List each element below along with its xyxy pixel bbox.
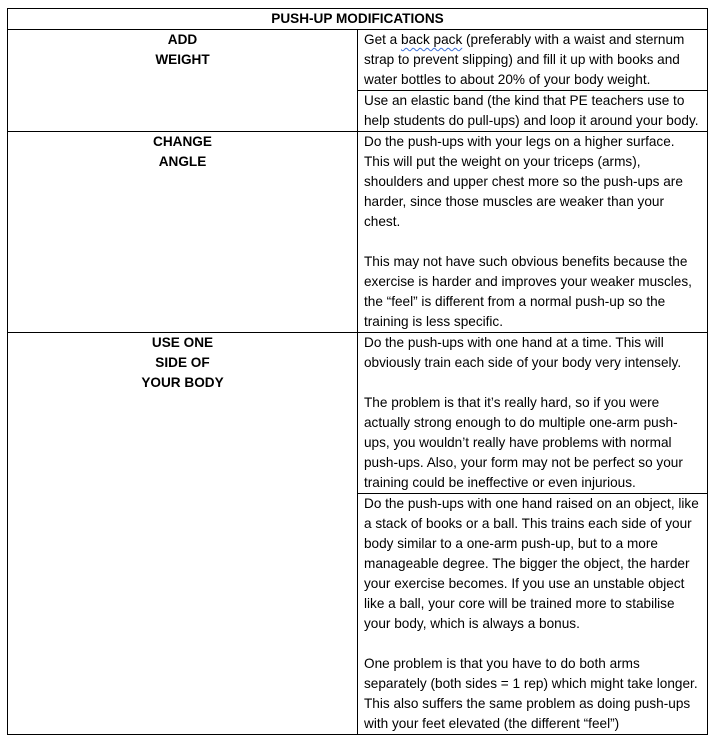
category-label-line: CHANGE <box>153 134 212 149</box>
category-label <box>8 333 358 735</box>
description-paragraph: Do the push-ups with your legs on a higher surface. This will put the weight on your triceps (arms), shoulders and upper chest more so the push-ups are harder, since those muscles are weaker than your chest. <box>364 134 683 229</box>
description-paragraph: The problem is that it’s really hard, so if you were actually strong enough to do multiple one-arm push-ups, you wouldn’t really have problems with normal push-ups. Also, your form may not be perfect so your training could be ineffective or even injurious. <box>364 395 683 490</box>
modification-description <box>358 132 708 333</box>
description-paragraph <box>364 30 701 90</box>
modification-description <box>358 494 708 735</box>
description-paragraph: One problem is that you have to do both arms separately (both sides = 1 rep) which might take longer. This also suffers the same problem as doing push-ups with your feet elevated (the different “feel”) <box>364 656 698 731</box>
table-row <box>8 132 708 333</box>
paragraph-text: (preferably with a waist and sternum strap to prevent slipping) and fill it up with books and water bottles to about 20% of your body weight. <box>364 32 685 87</box>
category-label-line: WEIGHT <box>155 52 210 67</box>
category-label-line: SIDE OF <box>155 355 210 370</box>
category-label <box>8 30 358 132</box>
description-paragraph: Use an elastic band (the kind that PE teachers use to help students do pull-ups) and loop it around your body. <box>364 93 699 128</box>
description-paragraph: Do the push-ups with one hand at a time. This will obviously train each side of your body very intensely. <box>364 335 682 370</box>
table-title: PUSH-UP MODIFICATIONS <box>8 9 708 30</box>
modification-description <box>358 91 708 132</box>
category-label-line: YOUR BODY <box>141 375 224 390</box>
spellcheck-marked-text: back pack <box>401 32 463 47</box>
category-label-line: ANGLE <box>158 154 207 169</box>
description-paragraph: This may not have such obvious benefits because the exercise is harder and improves your weaker muscles, the “feel” is different from a normal push-up so the training is less specific. <box>364 254 692 329</box>
paragraph-text: Get a <box>364 32 402 47</box>
category-label <box>8 132 358 333</box>
category-label-line: ADD <box>167 32 198 47</box>
modification-description <box>358 333 708 494</box>
table-row <box>8 30 708 91</box>
title-row <box>8 9 708 30</box>
push-up-modifications-table <box>7 8 708 735</box>
table-row <box>8 333 708 494</box>
description-paragraph: Do the push-ups with one hand raised on an object, like a stack of books or a ball. This trains each side of your body similar to a one-arm push-up, but to a more manageable degree. The bigger the object, the harder your exercise becomes. If you use an unstable object like a ball, your core will be trained more to stabilise your body, which is always a bonus. <box>364 496 699 631</box>
table-body <box>8 30 708 735</box>
modification-description <box>358 30 708 91</box>
category-label-line: USE ONE <box>151 335 214 350</box>
